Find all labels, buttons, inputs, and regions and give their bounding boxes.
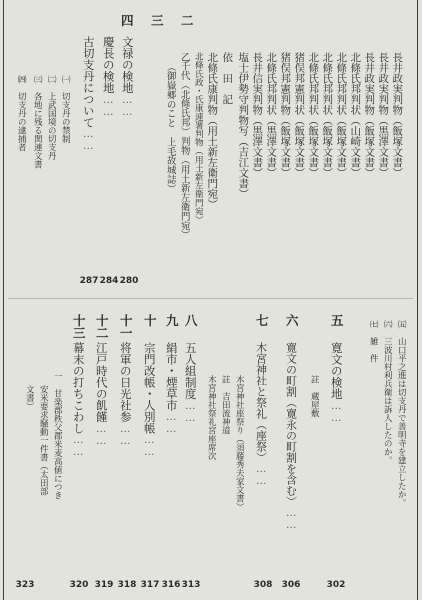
page-number: 319 — [94, 580, 114, 590]
entry-text: 古切支丹について — [81, 36, 96, 128]
entry-text: 将軍の日光社参 — [118, 342, 133, 423]
heading-6 — [283, 314, 299, 327]
entry-text: 猪俣邦憲判状（飯塚文書） — [293, 52, 306, 178]
toc-subentry — [232, 375, 246, 511]
entry-text: 幕末の打ちこわし — [71, 342, 86, 434]
entry-text: 乙千代（北條氏邦）判物（用土新左衛門宛） — [178, 52, 190, 240]
chapter-number: 十三 — [71, 314, 87, 339]
toc-subentry — [58, 75, 72, 143]
toc-subentry — [307, 375, 321, 418]
entry-text: 木宮神社座祭り（須藤秀夫家文書） — [234, 375, 245, 511]
toc-entry-main — [80, 36, 96, 152]
leader-dots: …… — [255, 463, 268, 487]
entry-text: 宗門改帳・人別帳 — [142, 342, 157, 434]
toc-subentry — [22, 385, 36, 411]
page-number: 302 — [326, 580, 346, 590]
entry-text: 長井政実判物（黒澤文書） — [377, 52, 390, 178]
leader-dots: …… — [184, 399, 197, 424]
chapter-number: 八 — [183, 314, 199, 327]
entry-text: 寛文の検地 — [329, 342, 344, 400]
toc-entry-main — [119, 36, 135, 286]
entry-text: 五人組制度 — [183, 342, 198, 400]
entry-text: 塩士伊勢守判物写（吉江文書） — [237, 52, 250, 199]
leader-dots: …… — [82, 128, 95, 152]
chapter-number: 十一 — [118, 314, 134, 339]
toc-entry — [348, 52, 362, 178]
toc-entry-main — [283, 342, 299, 531]
entry-text: 依 田 記 — [221, 52, 234, 105]
toc-entry — [177, 52, 191, 240]
entry-text: ㈢ 各地に残る関連文書 — [32, 75, 43, 169]
entry-text: 長井信実判物（黒澤文書） — [251, 52, 264, 178]
entry-text: 北條氏邦判状（黒澤文書） — [265, 52, 278, 178]
page-number: 316 — [161, 580, 181, 590]
section-divider — [8, 298, 413, 299]
entry-text: 木宮神社祭礼宮座席次 — [206, 375, 217, 460]
toc-entry-main — [163, 342, 179, 435]
heading-8 — [182, 314, 198, 327]
toc-entry — [220, 52, 234, 105]
heading-13 — [70, 314, 86, 339]
toc-subentry — [44, 75, 58, 160]
entry-text: 北條氏康判物（用土新左衛門宛） — [206, 52, 219, 210]
toc-entry — [362, 52, 376, 178]
page-number: 318 — [117, 580, 137, 590]
toc-subentry — [394, 320, 408, 507]
page-number: 308 — [253, 580, 273, 590]
entry-text: 木宮神社と祭礼（座祭） — [254, 342, 268, 463]
toc-entry-main — [93, 342, 109, 447]
leader-dots: …… — [102, 93, 115, 118]
toc-subentry — [366, 320, 380, 363]
entry-text: 北條氏邦判状（飯塚文書） — [307, 52, 320, 178]
entry-text: ㈤ 山口平之進は切支丹で善明寺を建立したか。 — [396, 320, 407, 507]
heading-7 — [253, 314, 269, 327]
toc-entry-main — [100, 36, 116, 118]
entry-text: 北條氏邦判状（山崎文書） — [349, 52, 362, 178]
heading-3 — [148, 14, 164, 27]
toc-entry — [376, 52, 390, 178]
toc-subentry — [14, 75, 28, 152]
toc-entry — [278, 52, 292, 178]
entry-text: 北條氏政・氏康連署判物（用土新左衛門宛） — [193, 52, 204, 224]
entry-text: 安米要求騒動一件書（太田部 — [38, 385, 49, 496]
heading-2 — [178, 14, 194, 27]
toc-entry — [306, 52, 320, 178]
page-number: 287 — [79, 276, 99, 286]
entry-text: 絹市・煙草市 — [164, 342, 179, 411]
entry-text: 註 吉田流神道 — [220, 375, 231, 435]
toc-entry — [250, 52, 264, 178]
heading-9 — [163, 314, 179, 327]
entry-text: 註 蔵屋敷 — [309, 375, 320, 418]
chapter-number: 十 — [142, 314, 158, 327]
leader-dots: …… — [119, 422, 132, 447]
toc-entry — [205, 52, 219, 210]
entry-text: 文禄の検地 — [120, 36, 135, 94]
page-number: 317 — [140, 580, 160, 590]
page-number: 280 — [119, 276, 139, 286]
toc-entry — [292, 52, 306, 178]
toc-entry — [191, 52, 205, 224]
page-number: 313 — [181, 580, 201, 590]
entry-text: ㈡ 上武国境の切支丹 — [46, 75, 57, 160]
chapter-number: 五 — [329, 314, 345, 327]
toc-entry — [163, 62, 177, 193]
toc-entry-main — [117, 342, 133, 447]
page-number: 306 — [281, 580, 301, 590]
entry-text: ㈦ 雑 件 — [368, 320, 379, 363]
toc-entry — [236, 52, 250, 199]
heading-5 — [328, 314, 344, 327]
leader-dots: …… — [72, 434, 85, 458]
entry-text: ㈣ 切支丹の逮捕者 — [16, 75, 27, 152]
leader-dots: …… — [95, 422, 108, 447]
entry-text: ㈠ 切支丹の禁制 — [60, 75, 71, 143]
toc-subentry — [36, 385, 50, 496]
chapter-number: 三 — [149, 14, 165, 27]
chapter-number: 四 — [119, 14, 135, 27]
toc-subentry — [380, 320, 394, 465]
entry-text: 一 甘楽郡秩父郡米麦高値につき — [52, 372, 63, 500]
chapter-number: 九 — [164, 314, 180, 327]
toc-subentry — [50, 372, 64, 500]
toc-entry — [264, 52, 278, 178]
entry-text: 慶長の検地 — [101, 36, 116, 94]
toc-entry-main — [70, 342, 86, 458]
leader-dots: …… — [121, 93, 134, 118]
entry-text: 長井政実判物（飯塚文書） — [363, 52, 376, 178]
page-number: 320 — [69, 580, 89, 590]
entry-text: 北條氏邦判状（飯塚文書） — [335, 52, 348, 178]
page-number: 323 — [15, 580, 35, 590]
heading-11 — [117, 314, 133, 339]
heading-10 — [141, 314, 157, 327]
toc-entry — [390, 52, 404, 178]
chapter-number: 十二 — [94, 314, 110, 339]
leader-dots: …… — [143, 434, 156, 458]
heading-12 — [93, 314, 109, 339]
leader-dots: …… — [165, 411, 178, 435]
entry-text: 文書） — [24, 385, 35, 411]
entry-text: 長井政実判物（飯塚文書） — [391, 52, 404, 178]
toc-entry-main — [328, 342, 344, 424]
entry-text: 寛文の町割（寛永の町割を含む） — [284, 342, 298, 507]
toc-subentry — [30, 75, 44, 169]
left-edge-rule — [3, 0, 4, 600]
chapter-number: 六 — [284, 314, 300, 327]
toc-entry-main — [253, 342, 269, 487]
toc-subentry — [204, 375, 218, 460]
toc-entry — [334, 52, 348, 178]
entry-text: 猪俣邦憲判物（飯塚文書） — [279, 52, 292, 178]
right-edge-rule — [417, 0, 418, 600]
chapter-number: 七 — [254, 314, 270, 327]
page-number: 284 — [99, 276, 119, 286]
leader-dots: …… — [285, 507, 298, 531]
toc-subentry — [218, 375, 232, 435]
entry-text: ㈥ 三波川村利兵衛は訴人したのか。 — [382, 320, 393, 465]
toc-entry-main — [182, 342, 198, 424]
entry-text: 江戸時代の飢饉 — [94, 342, 109, 423]
toc-entry — [320, 52, 334, 178]
entry-text: 北條氏邦判状（飯塚文書） — [321, 52, 334, 178]
chapter-number: 二 — [179, 14, 195, 27]
toc-entry-main — [141, 342, 157, 458]
leader-dots: …… — [330, 399, 343, 424]
entry-text: （御嶽郷のこと 上毛故城誌） — [164, 62, 176, 194]
heading-4 — [118, 14, 134, 27]
